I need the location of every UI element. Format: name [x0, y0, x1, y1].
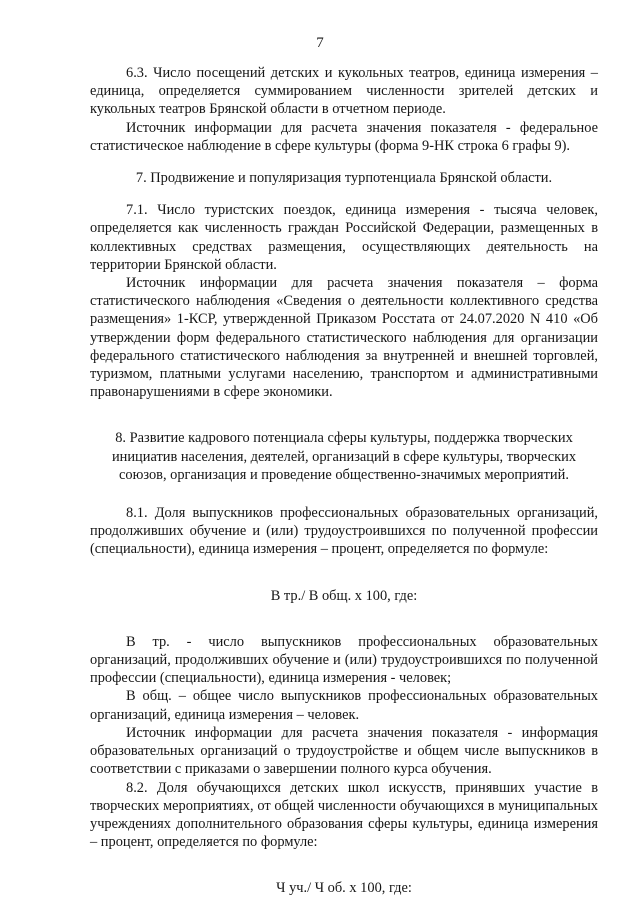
section-heading-7: 7. Продвижение и популяризация турпотенциала Брянской области. — [135, 170, 553, 187]
spacer — [90, 559, 598, 587]
formula-2: Ч уч./ Ч об. х 100, где: — [276, 880, 412, 897]
paragraph-6-3-source: Источник информации для расчета значения показателя - федеральное статистическое наблюдение в сфере культуры (форма 9-НК строка 6 графы 9). — [90, 119, 598, 154]
section-heading-8: 8. Развитие кадрового потенциала сферы культуры, поддержка творческих инициатив населения, деятелей, организаций в сфере культуры, творческих союзов, организация и проведение общественно-значимых мероприятий. — [111, 430, 577, 483]
spacer — [90, 605, 598, 633]
paragraph-7-1-source: Источник информации для расчета значения показателя – форма статистического наблюдения «Сведения о деятельности коллективного средства размещения» 1-КСР, утвержденной Приказом Росстата от 24.07.2020 N 410 «Об утверждении форм федерального статистического наблюдения для организации федерального статистического наблюдения за внутренней и внешней торговлей, туризмом, платными услугами населению, транспортом и административными правонарушениями в сфере экономики. — [90, 275, 598, 401]
spacer — [90, 401, 598, 429]
spacer — [90, 187, 598, 201]
document-body — [90, 64, 598, 898]
spacer — [90, 851, 598, 879]
definition-v-obsh: В общ. – общее число выпускников профессиональных образовательных организаций, единица измерения – человек. — [90, 688, 598, 723]
spacer — [90, 155, 598, 169]
definition-v-tr: В тр. - число выпускников профессиональных образовательных организаций, продолживших обучение и (или) трудоустроившихся по полученной профессии (специальности), единица измерения - человек; — [90, 633, 598, 687]
paragraph-6-3: 6.3. Число посещений детских и кукольных театров, единица измерения – единица, определяется суммированием численности зрителей детских и кукольных театров Брянской области в отчетном периоде. — [90, 65, 598, 118]
paragraph-8-1-source: Источник информации для расчета значения показателя - информация образовательных организаций о трудоустройстве и общем числе выпускников в соответствии с приказами о завершении полного курса обучения. — [90, 724, 598, 778]
paragraph-8-2: 8.2. Доля обучающихся детских школ искусств, принявших участие в творческих мероприятиях, от общей численности обучающихся в муниципальных учреждениях дополнительного образования сферы культуры, единица измерения – процент, определяется по формуле: — [90, 779, 598, 851]
spacer — [90, 484, 598, 504]
paragraph-7-1: 7.1. Число туристских поездок, единица измерения - тысяча человек, определяется как численность граждан Российской Федерации, размещенных в коллективных средствах размещения, осуществляющих деятельность на территории Брянской области. — [90, 202, 598, 273]
page-number: 7 — [316, 35, 324, 51]
formula-1: В тр./ В общ. х 100, где: — [270, 587, 418, 604]
paragraph-8-1: 8.1. Доля выпускников профессиональных образовательных организаций, продолживших обучение и (или) трудоустроившихся по полученной профессии (специальности), единица измерения – процент, определяется по формуле: — [90, 505, 598, 558]
